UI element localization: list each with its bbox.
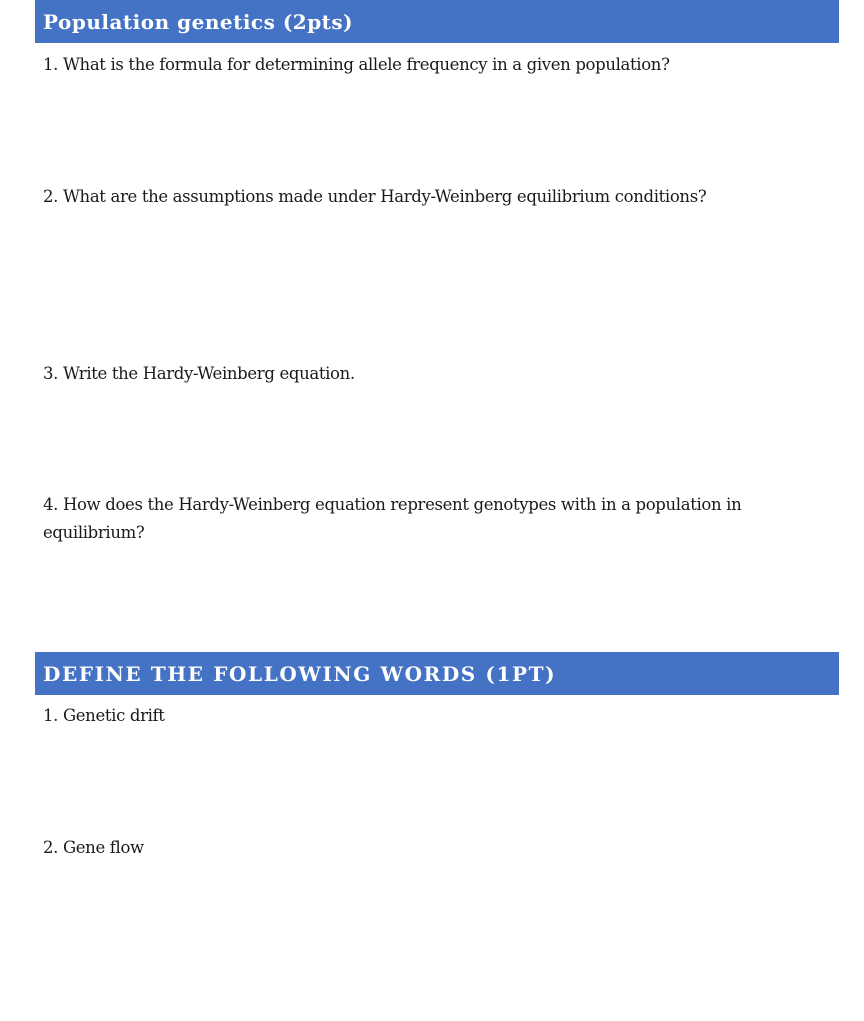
definition-2-gene-flow: 2. Gene flow [43,838,144,857]
section-title: Population genetics (2pts) [43,9,354,34]
question-1-allele-frequency: 1. What is the formula for determining allele frequency in a given population? [43,55,670,74]
question-3-hw-equation: 3. Write the Hardy-Weinberg equation. [43,364,355,383]
definition-1-genetic-drift: 1. Genetic drift [43,706,165,725]
section-title: DEFINE THE FOLLOWING WORDS (1PT) [43,661,557,686]
question-4-hw-genotypes: 4. How does the Hardy-Weinberg equation represent genotypes with in a population in equilibrium? [43,495,742,542]
section-header-define-words [35,652,839,695]
section-header-population-genetics [35,0,839,43]
question-2-hw-assumptions: 2. What are the assumptions made under Hardy-Weinberg equilibrium conditions? [43,187,707,206]
